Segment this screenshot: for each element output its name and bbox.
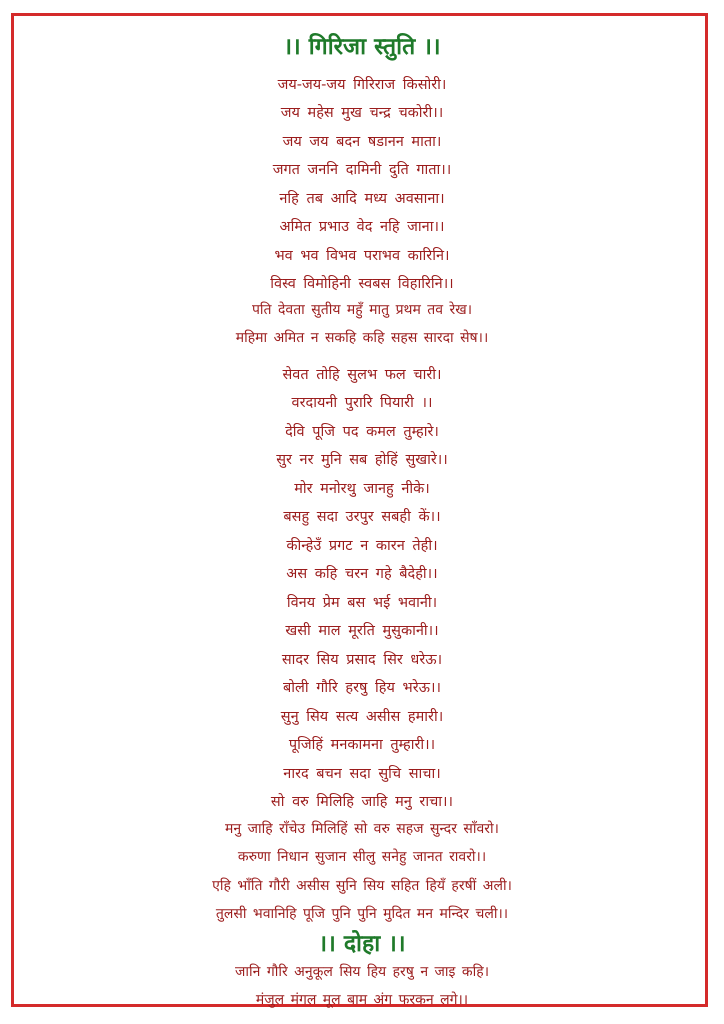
- verse-line: वरदायनी पुरारि पियारी ।।: [291, 395, 433, 411]
- verse-line: कीन्हेउँ प्रगट न कारन तेही।: [286, 538, 438, 554]
- verse-line: बसहु सदा उरपुर सबही कें।।: [283, 509, 441, 525]
- verse-line: बोली गौरि हरषु हिय भरेऊ।।: [282, 680, 442, 696]
- verse-line: जय महेस मुख चन्द्र चकोरी।।: [280, 105, 444, 121]
- verse-line: अमित प्रभाउ वेद नहि जाना।।: [279, 219, 445, 235]
- verse-line: भव भव विभव पराभव कारिनि।: [274, 248, 450, 264]
- doha-title: ।। दोहा ।।: [318, 931, 406, 957]
- doha-line: जानि गौरि अनुकूल सिय हिय हरषु न जाइ कहि।: [235, 964, 489, 980]
- verse-line: करुणा निधान सुजान सीलु सनेहु जानत रावरो।।: [237, 849, 487, 865]
- verse-line: सुर नर मुनि सब होहिं सुखारे।।: [276, 452, 448, 468]
- verse-line: अस कहि चरन गहे बैदेही।।: [286, 566, 438, 582]
- verse-line: पूजिहिं मनकामना तुम्हारी।।: [288, 737, 436, 753]
- verse-line: जय जय बदन षडानन माता।: [282, 134, 442, 150]
- verse-line: विस्व विमोहिनी स्वबस विहारिनि।।: [270, 276, 454, 292]
- verse-line: सुनु सिय सत्य असीस हमारी।: [280, 709, 444, 725]
- verse-line: मनु जाहि राँचेउ मिलिहिं सो वरु सहज सुन्दर साँवरो।: [225, 821, 499, 837]
- verse-line: नहि तब आदि मध्य अवसाना।: [279, 191, 445, 207]
- doha-line: मंजुल मंगल मूल बाम अंग फरकन लगे।।: [255, 992, 469, 1008]
- verse-line: सेवत तोहि सुलभ फल चारी।: [282, 367, 442, 383]
- verse-line: जय-जय-जय गिरिराज किसोरी।: [277, 77, 447, 93]
- verse-line: नारद बचन सदा सुचि साचा।: [283, 766, 441, 782]
- verse-line: सादर सिय प्रसाद सिर धरेऊ।: [281, 652, 443, 668]
- verse-line: विनय प्रेम बस भई भवानी।: [286, 595, 438, 611]
- verse-line: देवि पूजि पद कमल तुम्हारे।: [285, 424, 439, 440]
- verse-line: खसी माल मूरति मुसुकानी।।: [285, 623, 439, 639]
- verse-line: तुलसी भवानिहि पूजि पुनि पुनि मुदित मन मन्दिर चली।।: [215, 906, 509, 922]
- verse-line: सो वरु मिलिहि जाहि मनु राचा।।: [270, 794, 454, 810]
- page-title: ।। गिरिजा स्तुति ।।: [283, 34, 441, 60]
- verse-line: महिमा अमित न सकहि कहि सहस सारदा सेष।।: [235, 330, 489, 346]
- verse-line: जगत जननि दामिनी दुति गाता।।: [272, 162, 452, 178]
- verse-line: पति देवता सुतीय महुँ मातु प्रथम तव रेख।: [251, 302, 473, 318]
- verse-line: मोर मनोरथु जानहु नीके।: [294, 481, 430, 497]
- verse-line: एहि भाँति गौरी असीस सुनि सिय सहित हियँ हरषीं अली।: [212, 878, 512, 894]
